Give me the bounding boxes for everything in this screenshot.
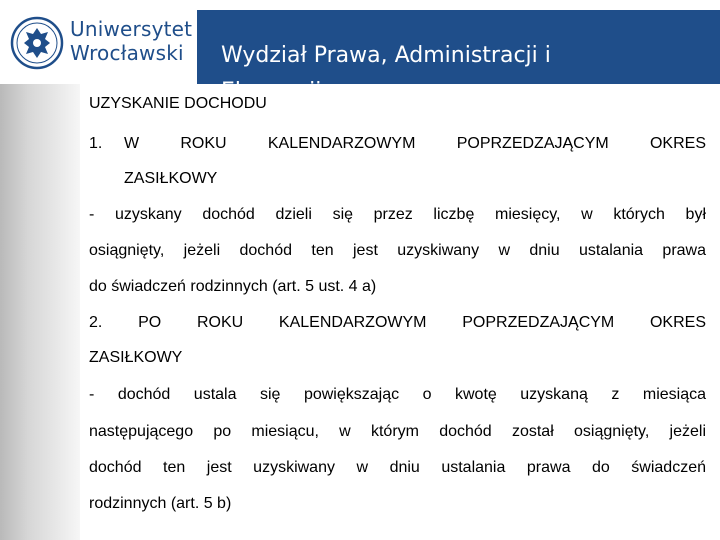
crest-icon: [10, 16, 64, 70]
title-banner: [197, 10, 720, 104]
item-1-number: 1.: [89, 135, 103, 152]
item-2-heading-line-2: ZASIŁKOWY: [89, 349, 183, 366]
paragraph-2-line-4: rodzinnych (art. 5 b): [89, 495, 232, 512]
left-decorative-strip: [0, 84, 80, 540]
university-logo: [10, 14, 195, 72]
logo-line-2: Wrocławski: [70, 41, 184, 65]
page-title: Wydział Prawa, Administracji i Ekonomii: [221, 43, 551, 104]
section-heading: UZYSKANIE DOCHODU: [89, 95, 267, 112]
item-1-heading-line-1: W ROKU KALENDARZOWYM POPRZEDZAJĄCYM OKRES: [124, 135, 706, 152]
logo-line-1: Uniwersytet: [70, 17, 193, 41]
paragraph-1-line-2: osiągnięty, jeżeli dochód ten jest uzyskiwany w dniu ustalania prawa: [89, 242, 706, 259]
logo-wordmark: [70, 17, 198, 65]
paragraph-1-line-3: do świadczeń rodzinnych (art. 5 ust. 4 a): [89, 278, 377, 295]
paragraph-2-line-3: dochód ten jest uzyskiwany w dniu ustalania prawa do świadczeń: [89, 459, 706, 476]
paragraph-1-line-1: - uzyskany dochód dzieli się przez liczbę miesięcy, w których był: [89, 206, 706, 223]
paragraph-2-line-2: następującego po miesiącu, w którym dochód został osiągnięty, jeżeli: [89, 423, 706, 440]
paragraph-2-line-1: - dochód ustala się powiększając o kwotę uzyskaną z miesiąca: [89, 386, 706, 403]
item-2-heading-line-1: 2. PO ROKU KALENDARZOWYM POPRZEDZAJĄCYM OKRES: [89, 314, 706, 331]
item-1-heading-line-2: ZASIŁKOWY: [124, 170, 218, 187]
